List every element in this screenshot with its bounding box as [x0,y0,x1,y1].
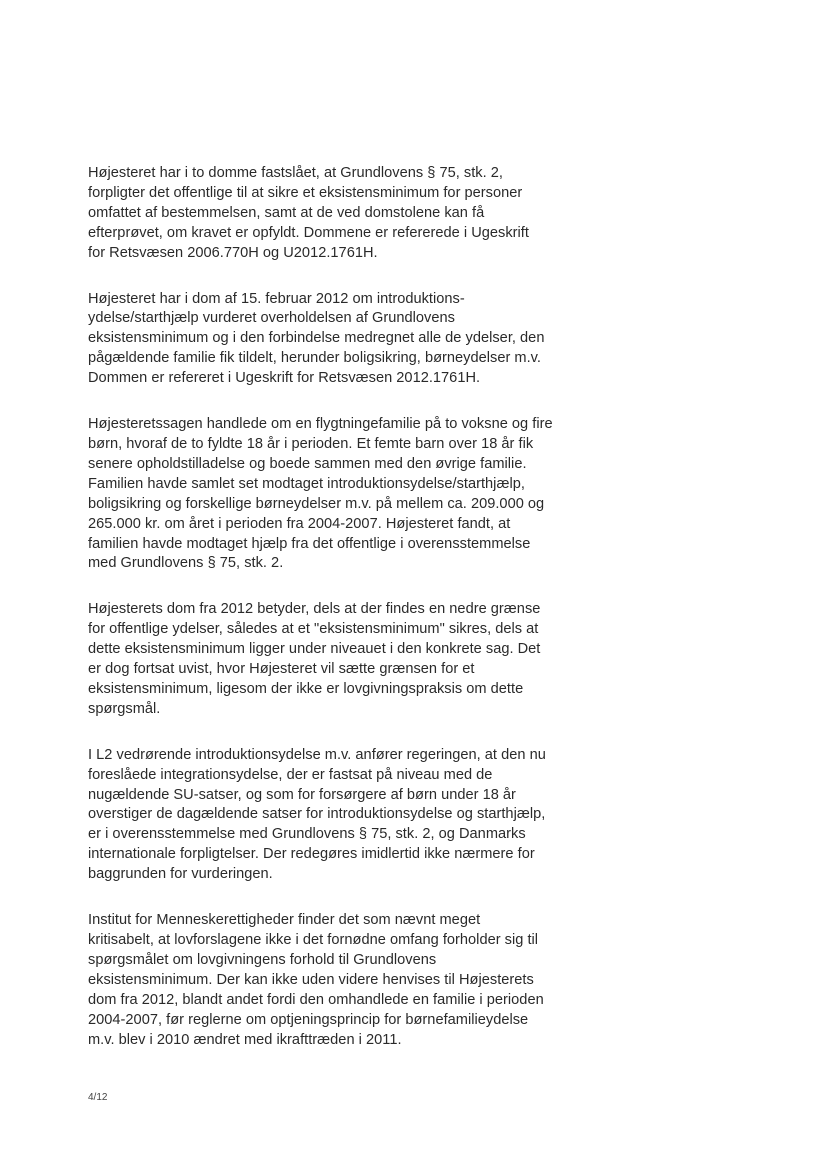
text-line: forpligter det offentlige til at sikre et eksistensminimum for personer [88,184,523,201]
text-line: overstiger de dagældende satser for introduktionsydelse og starthjælp, [88,806,546,823]
text-line: dette eksistensminimum ligger under niveauet i den konkrete sag. Det [88,641,541,658]
text-line: Familien havde samlet set modtaget introduktionsydelse/starthjælp, [88,475,525,492]
paragraph-6 [88,911,578,1050]
text-line: spørgsmål. [88,700,161,717]
text-line: 265.000 kr. om året i perioden fra 2004-2007. Højesteret fandt, at [88,515,511,532]
text-line: Dommen er refereret i Ugeskrift for Retsvæsen 2012.1761H. [88,370,481,387]
paragraph-4 [88,600,578,719]
text-line: baggrunden for vurderingen. [88,866,273,883]
text-line: m.v. blev i 2010 ændret med ikrafttræden i 2011. [88,1031,402,1048]
text-line: omfattet af bestemmelsen, samt at de ved domstolene kan få [88,204,485,221]
text-line: Højesterets dom fra 2012 betyder, dels at der findes en nedre grænse [88,601,541,618]
paragraph-5 [88,746,578,885]
text-line: Højesteretssagen handlede om en flygtningefamilie på to voksne og fire [88,416,553,433]
page-number: 4/12 [88,1092,108,1103]
text-line: foreslåede integrationsydelse, der er fastsat på niveau med de [88,766,493,783]
text-line: eksistensminimum, ligesom der ikke er lovgivningspraksis om dette [88,680,524,697]
text-line: børn, hvoraf de to fyldte 18 år i perioden. Et femte barn over 18 år fik [88,435,534,452]
text-line: med Grundlovens § 75, stk. 2. [88,555,284,572]
text-line: senere opholdstilladelse og boede sammen med den øvrige familie. [88,455,527,472]
text-line: Højesteret har i dom af 15. februar 2012 om introduktions- [88,290,465,307]
text-line: Institut for Menneskerettigheder finder det som nævnt meget [88,912,481,929]
paragraph-3 [88,415,578,574]
text-line: er i overensstemmelse med Grundlovens § 75, stk. 2, og Danmarks [88,826,526,843]
paragraph-1 [88,164,578,264]
text-line: boligsikring og forskellige børneydelser m.v. på mellem ca. 209.000 og [88,495,545,512]
text-line: dom fra 2012, blandt andet fordi den omhandlede en familie i perioden [88,991,544,1008]
text-line: efterprøvet, om kravet er opfyldt. Dommene er refererede i Ugeskrift [88,224,529,241]
text-line: eksistensminimum. Der kan ikke uden videre henvises til Højesterets [88,971,534,988]
text-line: eksistensminimum og i den forbindelse medregnet alle de ydelser, den [88,330,545,347]
text-line: spørgsmålet om lovgivningens forhold til Grundlovens [88,951,437,968]
body-text [88,164,578,1076]
text-line: Højesteret har i to domme fastslået, at Grundlovens § 75, stk. 2, [88,165,503,181]
text-line: internationale forpligtelser. Der redegøres imidlertid ikke nærmere for [88,846,535,863]
text-line: kritisabelt, at lovforslagene ikke i det fornødne omfang forholder sig til [88,932,539,948]
text-line: er dog fortsat uvist, hvor Højesteret vil sætte grænsen for et [88,661,475,678]
text-line: ydelse/starthjælp vurderet overholdelsen af Grundlovens [88,310,455,327]
text-line: familien havde modtaget hjælp fra det offentlige i overensstemmelse [88,535,531,552]
text-line: I L2 vedrørende introduktionsydelse m.v. anfører regeringen, at den nu [88,746,546,763]
paragraph-2 [88,290,578,390]
text-line: nugældende SU-satser, og som for forsørgere af børn under 18 år [88,786,516,803]
text-line: for offentlige ydelser, således at et "eksistensminimum" sikres, dels at [88,621,539,638]
text-line: 2004-2007, før reglerne om optjeningsprincip for børnefamilieydelse [88,1011,529,1028]
text-line: for Retsvæsen 2006.770H og U2012.1761H. [88,244,378,261]
text-line: pågældende familie fik tildelt, herunder boligsikring, børneydelser m.v. [88,350,541,367]
